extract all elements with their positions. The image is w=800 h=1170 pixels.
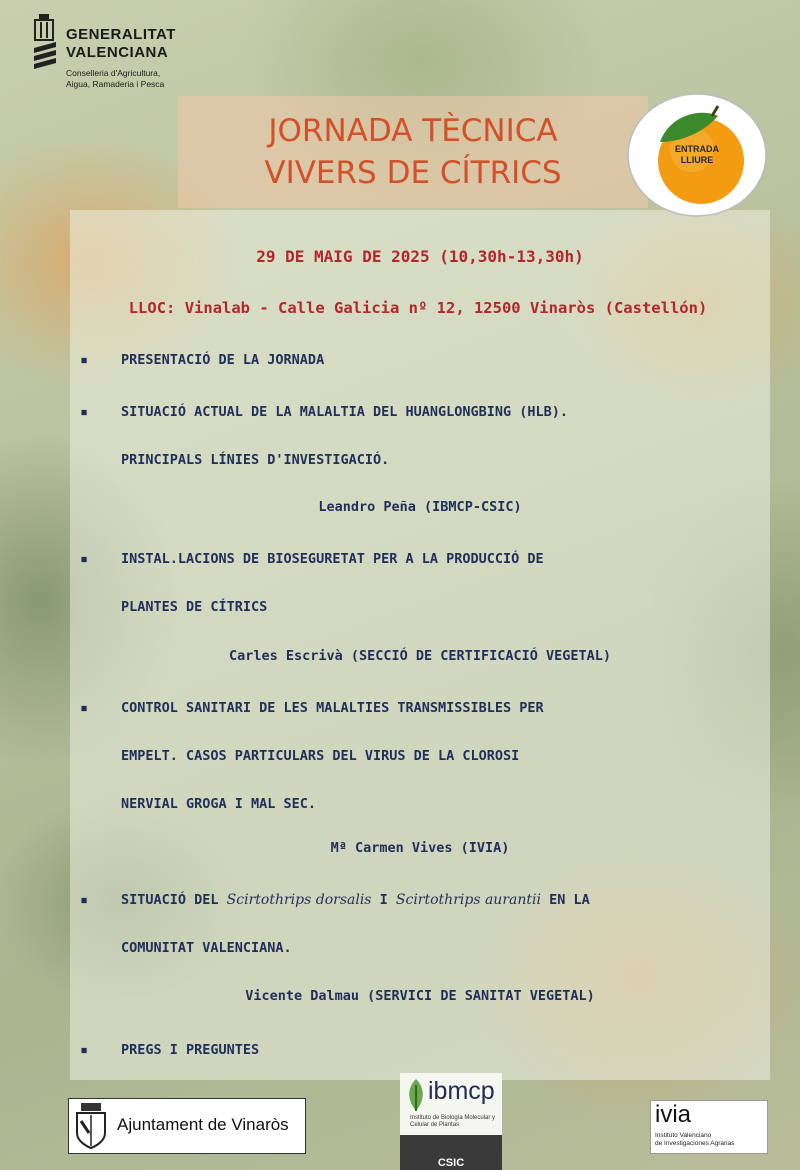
speaker-5: Vicente Dalmau (SERVICI DE SANITAT VEGETAL) <box>245 988 595 1004</box>
program-item-5-line2: COMUNITAT VALENCIANA. <box>121 940 292 956</box>
bullet-icon: ▪ <box>80 700 89 716</box>
department-name <box>66 68 164 90</box>
ibmcp-logo <box>400 1073 502 1170</box>
ibmcp-name: ibmcp <box>428 1077 495 1105</box>
org-name-line1: GENERALITAT <box>66 26 176 43</box>
program-item-3-line1: INSTAL.LACIONS DE BIOSEGURETAT PER A LA PRODUCCIÓ DE <box>121 551 544 567</box>
department-line1: Conselleria d'Agricultura, <box>66 68 161 78</box>
ivia-logo <box>650 1100 768 1154</box>
event-location: LLOC: Vinalab - Calle Galicia nº 12, 12500 Vinaròs (Castellón) <box>128 299 708 317</box>
badge-line2: LLIURE <box>680 155 714 165</box>
speaker-2: Leandro Peña (IBMCP-CSIC) <box>318 499 522 515</box>
department-line2: Aigua, Ramaderia i Pesca <box>66 79 165 89</box>
vinaros-logo <box>68 1098 306 1154</box>
program-item-3-line2: PLANTES DE CÍTRICS <box>121 599 268 615</box>
title-box <box>178 96 648 208</box>
badge-text <box>626 144 768 166</box>
ibmcp-leaf-icon <box>404 1077 428 1111</box>
generalitat-logo <box>32 12 222 102</box>
ibmcp-subtitle: Instituto de Biología Molecular y Celular de Plantas <box>410 1115 496 1128</box>
program-item-2-line1: SITUACIÓ ACTUAL DE LA MALALTIA DEL HUANGLONGBING (HLB). <box>121 404 569 420</box>
program-item-1-text: PRESENTACIÓ DE LA JORNADA <box>121 352 325 368</box>
coat-of-arms-icon <box>32 12 58 70</box>
badge-line1: ENTRADA <box>675 144 719 154</box>
ivia-subtitle <box>655 1132 765 1148</box>
ivia-name: ivia <box>655 1101 692 1128</box>
org-name <box>66 26 176 62</box>
csic-name: CSIC <box>437 1157 465 1169</box>
item-5-text-b: I <box>371 892 396 908</box>
program-item-4-line1: CONTROL SANITARI DE LES MALALTIES TRANSMISSIBLES PER <box>121 700 544 716</box>
bullet-icon: ▪ <box>80 892 89 908</box>
page-title <box>178 110 648 194</box>
bullet-icon: ▪ <box>80 404 89 420</box>
title-line2: VIVERS DE CÍTRICS <box>264 155 562 191</box>
ivia-subtitle-line2: de Investigaciones Agrarias <box>655 1140 735 1147</box>
speaker-4: Mª Carmen Vives (IVIA) <box>330 840 510 856</box>
item-5-text-a: SITUACIÓ DEL <box>121 892 227 908</box>
speaker-3: Carles Escrivà (SECCIÓ DE CERTIFICACIÓ VEGETAL) <box>228 648 611 664</box>
bullet-icon: ▪ <box>80 1042 89 1058</box>
program-item-2-line2: PRINCIPALS LÍNIES D'INVESTIGACIÓ. <box>121 452 390 468</box>
program-item-4-line2: EMPELT. CASOS PARTICULARS DEL VIRUS DE LA CLOROSI <box>121 748 520 764</box>
event-date: 29 DE MAIG DE 2025 (10,30h-13,30h) <box>256 247 584 266</box>
bullet-icon: ▪ <box>80 352 89 368</box>
species-name-1: Scirtothrips dorsalis <box>226 892 372 908</box>
org-name-line2: VALENCIANA <box>66 44 169 61</box>
species-name-2: Scirtothrips aurantii <box>395 892 541 908</box>
program-item-5-line1 <box>121 876 590 924</box>
vinaros-name: Ajuntament de Vinaròs <box>117 1115 289 1134</box>
ivia-subtitle-line1: Instituto Valenciano <box>655 1132 712 1139</box>
program-item-4-line3: NERVIAL GROGA I MAL SEC. <box>121 796 317 812</box>
program-item-6-text: PREGS I PREGUNTES <box>121 1042 260 1058</box>
free-entry-badge <box>626 92 768 218</box>
bullet-icon: ▪ <box>80 551 89 567</box>
title-line1: JORNADA TÈCNICA <box>268 113 558 149</box>
item-5-text-c: EN LA <box>540 892 590 908</box>
vinaros-crest-icon <box>75 1103 107 1149</box>
